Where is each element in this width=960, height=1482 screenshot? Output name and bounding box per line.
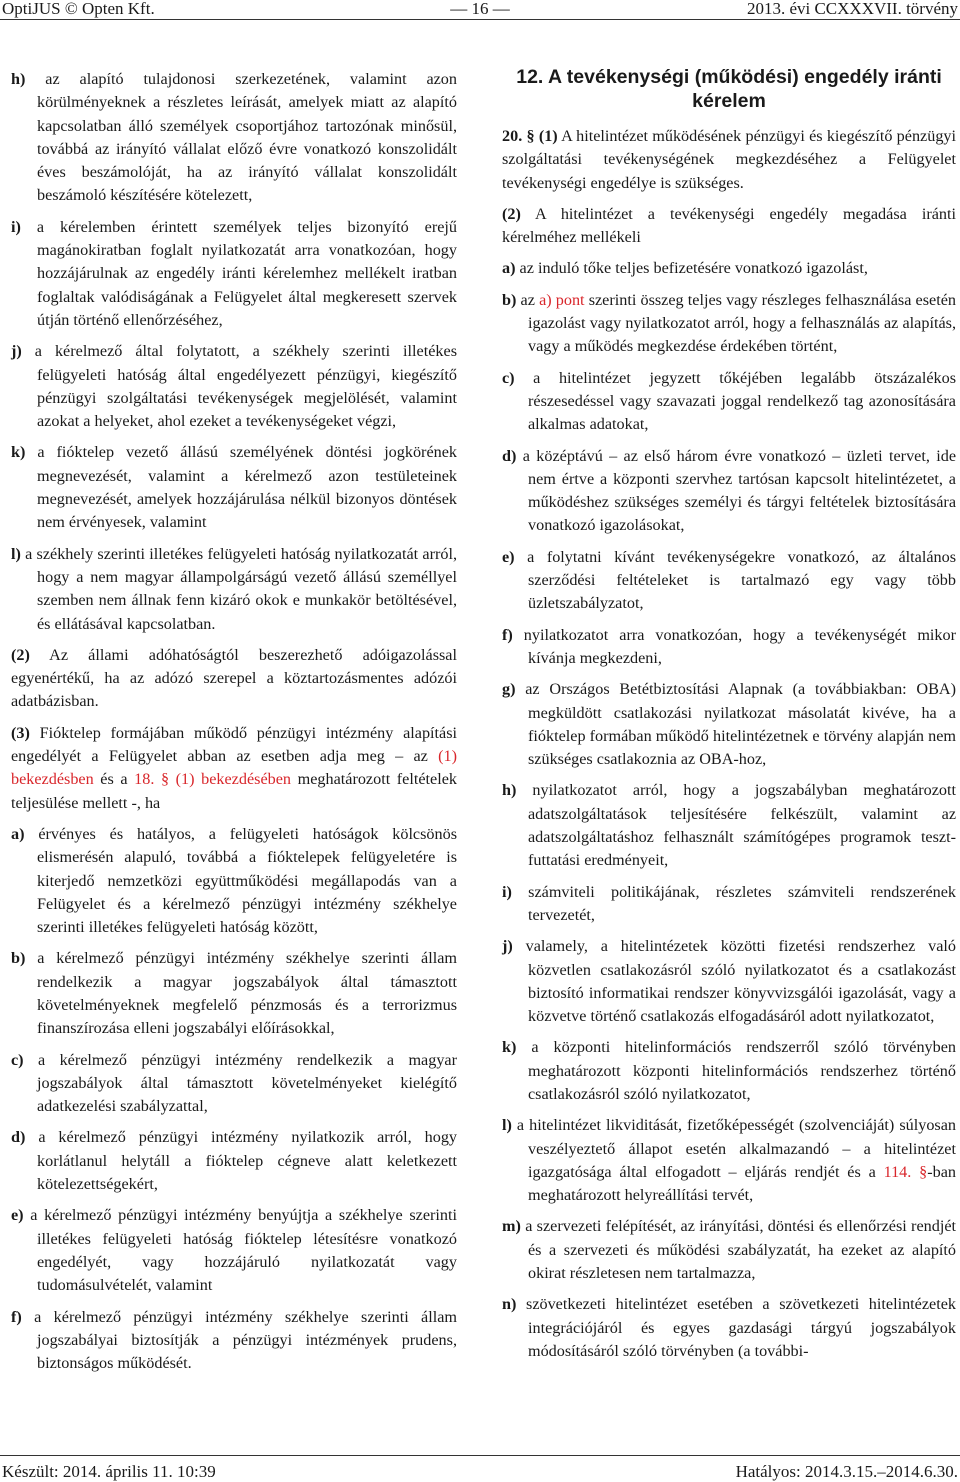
cross-reference-link[interactable]: (1) bekezdésben (11, 747, 457, 789)
annex-a: a) az induló tőke teljes befizetésére vonatkozó igazolást, (502, 259, 868, 278)
cross-reference-link[interactable]: 18. § (1) bekezdésében (134, 770, 292, 789)
paragraph-3: (3) Fióktelep formájában működő pénzügyi intézmény alapítási engedélyét a Felügyelet abban az esetben adja meg – az (1) bekezdésben és a 18. § (1) bekezdésében meghatározott feltételek teljesülése mellett -, ha (11, 723, 458, 812)
paragraph-2: (2) Az állami adóhatóságtól beszerezhető adóigazolással egyenértékű, ha az adózó szerepel a köztartozásmentes adózói adatbázisban. (11, 645, 457, 711)
annex-c: c) a hitelintézet jegyzett tőkéjében legalább ötszázalékos részesedéssel vagy szavazati joggal rendelkező tag azonosítására alkalmas adatokat, (502, 368, 956, 434)
annex-g: g) az Országos Betétbiztosítási Alapnak (a továbbiakban: OBA) megküldött csatlakozási nyilatkozat másolatát kivéve, ha a fióktelep formában működő hitelintézetnek e törvény alapján nem szükséges csatlakoznia az OBA-hoz, (502, 680, 957, 769)
item-k: k) a fióktelep vezető állású személyének döntési jogkörének megnevezését, valamint a kérelmező azon testületeinek megnevezését, amelyek hozzájárulása nélkül bizonyos döntések nem érvényesek, valamint (11, 443, 458, 532)
section-heading: 12. A tevékenységi (működési) engedély iránti kérelem (516, 66, 942, 112)
annex-i: i) számviteli politikájának, részletes számviteli rendszerének tervezetét, (502, 882, 957, 924)
footer-generated-date: Készült: 2014. április 11. 10:39 (2, 1462, 216, 1481)
item-i: i) a kérelemben érintett személyek teljes bizonyító erejű magánokiratban foglalt nyilatkozatát arra vonatkozóan, hogy hozzájárulnak az engedély iránti kérelemhez mellékelt iratban foglaltak valódiságának a Felügyelet által megkeresett szervek útján történő ellenőrzéséhez, (11, 217, 457, 329)
item-h: h) az alapító tulajdonosi szerkezetének, valamint azon körülményeknek a részletes leírását, amelyek miatt az alapító kapcsolatban álló személyek csoportjához tartozónak minősül, továbbá az irányító vállalat előző évre vonatkozó konszolidált éves beszámolóját, ha az irányító vállalat konszolidált beszámoló készítésére kötelezett, (11, 70, 457, 205)
page-header (0, 0, 960, 20)
item-j: j) a kérelmező által folytatott, a székhely szerinti illetékes felügyeleti hatóság által engedélyezett pénzügyi, kiegészítő pénzügyi szolgáltatási tevékenységek megjelölését, valamint azokat a helyeket, ahol ezeket a tevékenységeket végzi, (11, 342, 457, 431)
annex-d: d) a középtávú – az első három évre vonatkozó – üzleti tervet, ide nem értve a központi szervhez tartósan kapcsolt hitelintézetet, a működéshez szükséges személyi és tárgyi feltételek biztosítására vonatkozó igazolásokat, (502, 446, 957, 535)
cross-reference-link[interactable]: a) pont (539, 290, 585, 309)
annex-h: h) nyilatkozatot arról, hogy a jogszabályban meghatározott adatszolgáltatások teljesítésére felkészült, valamint az adatszolgáltatáshoz felhasznált számítógépes programok tesztfuttatási eredményeit, (502, 781, 957, 870)
annex-b: b) az a) pont szerinti összeg teljes vagy részleges felhasználása esetén igazolást vagy nyilatkozatot arról, hogy a felhasználás az alapítás, vagy a működés megkezdése érdekében történt, (502, 290, 957, 356)
condition-c: c) a kérelmező pénzügyi intézmény rendelkezik a magyar jogszabályok által támasztott követelményeket kielégítő adatkezelési szabályzattal, (11, 1050, 457, 1116)
condition-f: f) a kérelmező pénzügyi intézmény székhelye szerinti állam jogszabályai biztosítják a pénzügyi intézmények prudens, biztonságos működését. (11, 1307, 457, 1373)
footer-validity-period: Hatályos: 2014.3.15.–2014.6.30. (735, 1462, 958, 1481)
condition-b: b) a kérelmező pénzügyi intézmény székhelye szerinti állam rendelkezik a magyar jogszabályok által támasztott követelményeknek megfelelő pénzmosás és a terrorizmus finanszírozása elleni jogszabályi előírásokkal, (11, 949, 457, 1038)
cross-reference-link[interactable]: 114. § (883, 1162, 928, 1181)
right-column (502, 65, 956, 1371)
annex-m: m) a szervezeti felépítését, az irányítási, döntési és ellenőrzési rendjét és a szervezeti és működési szabályzatát, ha ezeket az alapító okirat részletesen nem tartalmazza, (502, 1217, 957, 1283)
header-page-number: — 16 — (450, 0, 510, 18)
annex-k: k) a központi hitelinformációs rendszerről szóló törvényben meghatározott központi hitelinformációs rendszerhez történő csatlakozásról szóló nyilatkozatot, (502, 1038, 957, 1103)
annex-n: n) szövetkezeti hitelintézet esetében a szövetkezeti hitelintézetek integrációjáról és egyes gazdasági tárgyú jogszabályok módosításáról szóló törvényben (a további- (502, 1295, 957, 1360)
annex-e: e) a folytatni kívánt tevékenységekre vonatkozó, az általános szerződési feltételeket is tartalmazó egy vagy több üzletszabályzatot, (502, 547, 957, 613)
condition-a: a) érvényes és hatályos, a felügyeleti hatóságok kölcsönös elismerésén alapuló, továbbá a fióktelepek felügyeletére is kiterjedő nemzetközi együttműködési megállapodás van a Felügyelet és a kérelmező pénzügyi intézmény székhelye szerinti illetékes felügyeleti hatóság között, (11, 824, 458, 937)
section-20-paragraph-2: (2) A hitelintézet a tevékenységi engedély megadása iránti kérelméhez mellékeli (502, 204, 956, 247)
header-law-title: 2013. évi CCXXXVII. törvény (746, 0, 958, 18)
page-footer (0, 1455, 960, 1481)
item-l: l) a székhely szerinti illetékes felügyeleti hatóság nyilatkozatát arról, hogy a nem magyar állampolgárságú vezető állású személlyel szemben nem állnak fenn kizáró okok e munkakör betöltésével, és ellátásával kapcsolatban. (11, 544, 457, 633)
annex-f: f) nyilatkozatot arra vonatkozóan, hogy a tevékenységét mikor kívánja megkezdeni, (502, 625, 956, 667)
annex-l: l) a hitelintézet likviditását, fizetőképességét (szolvenciáját) súlyosan veszélyeztető állapot esetén alkalmazandó – a hitelintézet igazgatósága által elfogadott – eljárás rendjét és a 114. §-ban meghatározott helyreállítási tervét, (502, 1116, 957, 1205)
header-publisher: OptiJUS © Opten Kft. (2, 0, 155, 18)
condition-e: e) a kérelmező pénzügyi intézmény benyújtja a székhelye szerinti illetékes felügyeleti hatóság fióktelep létesítésre vonatkozó engedélyét, vagy hozzájáruló nyilatkozatát vagy tudomásulvételét, valamint (11, 1206, 458, 1295)
header-rule (0, 19, 960, 20)
condition-d: d) a kérelmező pénzügyi intézmény nyilatkozik arról, hogy korlátlanul helytáll a fióktelep cégneve alatt keletkezett kötelezettségekért, (11, 1128, 458, 1194)
section-20-paragraph-1: 20. § (1) A hitelintézet működésének pénzügyi és kiegészítő pénzügyi szolgáltatási tevékenységének megkezdéséhez a Felügyelet tevékenységi engedélye is szükséges. (502, 127, 957, 192)
left-column (11, 68, 457, 1383)
annex-j: j) valamely, a hitelintézetek közötti fizetési rendszerhez való közvetlen csatlakozásról szóló nyilatkozatot és a csatlakozást biztosító informatikai rendszer könyvvizsgálói igazolását, vagy a közvetve történő csatlakozás elfogadásáról adott nyilatkozatot, (502, 937, 956, 1026)
footer-rule (0, 1455, 960, 1456)
